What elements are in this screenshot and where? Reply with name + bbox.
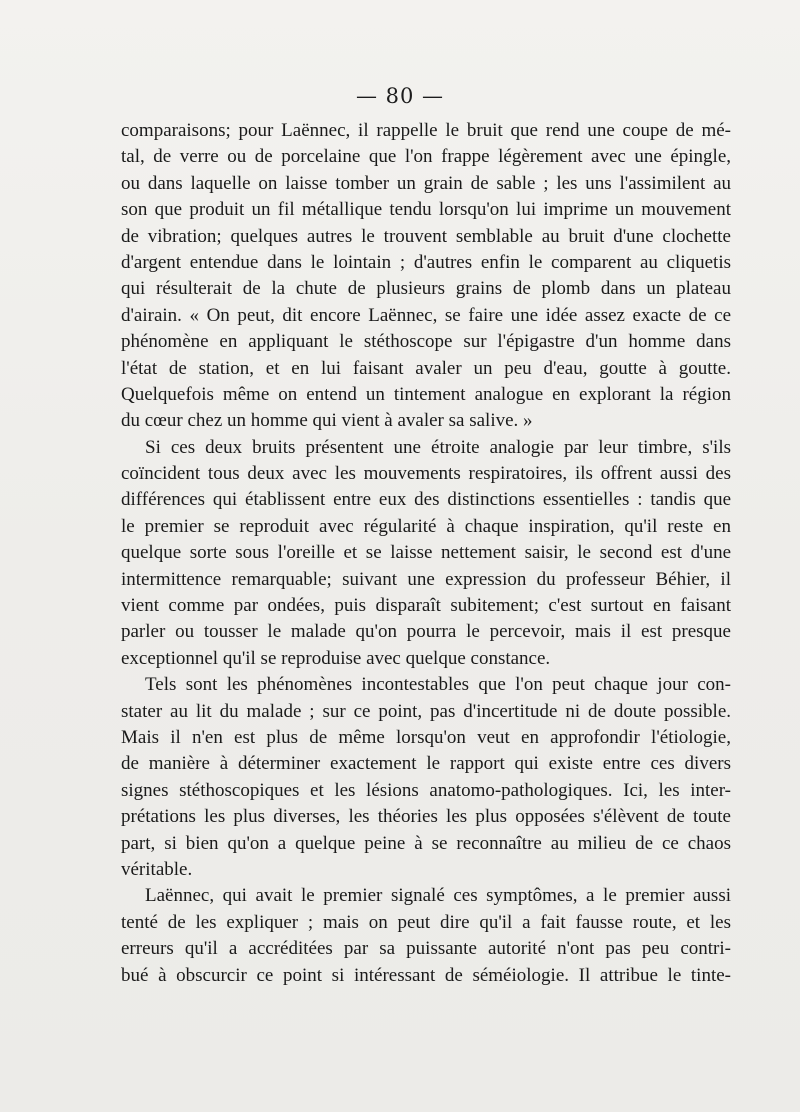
text-line: ou dans laquelle on laisse tomber un grain de sable ; les uns l'assimilent au [121,172,731,194]
paragraph-2 [121,435,731,673]
text-line: tal, de verre ou de porcelaine que l'on frappe légèrement avec une épingle, [121,146,731,168]
text-line: l'état de station, et en lui faisant avaler un peu d'eau, goutte à goutte. [121,357,731,379]
text-line: d'airain. « On peut, dit encore Laënnec, se faire une idée assez exacte de ce [121,304,731,326]
text-line: Si ces deux bruits présentent une étroite analogie par leur timbre, s'ils [145,436,731,458]
page-number: — 80 — [355,84,445,108]
text-line: prétations les plus diverses, les théories les plus opposées s'élèvent de toute [121,806,731,828]
text-line: coïncident tous deux avec les mouvements respiratoires, ils offrent aussi des [121,463,731,485]
paragraph-4 [121,883,731,989]
text-line: parler ou tousser le malade qu'on pourra le percevoir, mais il est presque [121,621,731,643]
text-line: quelque sorte sous l'oreille et se laisse nettement saisir, le second est d'une [121,542,731,564]
text-line: exceptionnel qu'il se reproduise avec quelque constance. [121,647,551,669]
text-line: de manière à déterminer exactement le rapport qui existe entre ces divers [121,753,731,775]
text-line: du cœur chez un homme qui vient à avaler sa salive. » [121,410,533,432]
text-line: vient comme par ondées, puis disparaît subitement; c'est surtout en faisant [121,595,731,617]
text-line: Tels sont les phénomènes incontestables que l'on peut chaque jour con- [145,674,731,696]
text-line: erreurs qu'il a accréditées par sa puissante autorité n'ont pas peu contri- [121,938,731,960]
paragraph-1 [121,118,731,435]
text-line: son que produit un fil métallique tendu lorsqu'on lui imprime un mouvement [121,199,731,221]
text-line: tenté de les expliquer ; mais on peut dire qu'il a fait fausse route, et les [121,911,731,933]
paragraph-3 [121,672,731,883]
text-line: bué à obscurcir ce point si intéressant de séméiologie. Il attribue le tinte- [121,964,731,986]
text-line: signes stéthoscopiques et les lésions anatomo-pathologiques. Ici, les inter- [121,779,731,801]
text-line: Laënnec, qui avait le premier signalé ces symptômes, a le premier aussi [145,885,731,907]
text-line: Quelquefois même on entend un tintement analogue en explorant la région [121,383,731,405]
text-line: part, si bien qu'on a quelque peine à se reconnaître au milieu de ce chaos [121,832,731,854]
text-line: véritable. [121,858,193,880]
body-text [121,118,731,989]
text-line: le premier se reproduit avec régularité à chaque inspiration, qu'il reste en [121,515,731,537]
text-line: intermittence remarquable; suivant une expression du professeur Béhier, il [121,568,731,590]
text-line: stater au lit du malade ; sur ce point, pas d'incertitude ni de doute possible. [121,700,731,722]
text-line: d'argent entendue dans le lointain ; d'autres enfin le comparent au cliquetis [121,251,731,273]
text-line: différences qui établissent entre eux des distinctions essentielles : tandis que [121,489,731,511]
text-line: phénomène en appliquant le stéthoscope sur l'épigastre d'un homme dans [121,331,731,353]
text-line: qui résulterait de la chute de plusieurs grains de plomb dans un plateau [121,278,731,300]
text-line: de vibration; quelques autres le trouvent semblable au bruit d'une clochette [121,225,731,247]
text-line: comparaisons; pour Laënnec, il rappelle le bruit que rend une coupe de mé- [121,120,731,141]
text-line: Mais il n'en est plus de même lorsqu'on veut en approfondir l'étiologie, [121,726,731,748]
